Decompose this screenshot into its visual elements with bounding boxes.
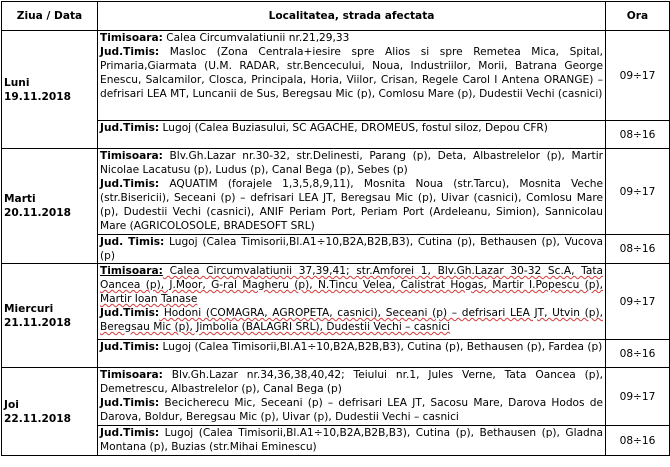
affected-streets-text: Lugoj (Calea Buziasului, SC AGACHE, DROMEUS, fostul siloz, Depou CFR): [159, 122, 548, 134]
affected-locations-cell: [98, 31, 606, 121]
time-interval: 08÷16: [606, 235, 670, 264]
day-name: Marti: [4, 193, 36, 205]
schedule-row: [2, 264, 670, 340]
time-interval: 09÷17: [606, 368, 670, 426]
zone-label: Timisoara:: [100, 32, 163, 44]
zone-label: Jud.Timis:: [100, 122, 160, 134]
affected-locations-cell: [98, 368, 606, 426]
affected-locations-cell: [98, 235, 606, 264]
day-date: 21.11.2018: [4, 316, 72, 329]
schedule-row: [2, 121, 670, 149]
zone-label: Timisoara:: [100, 150, 163, 162]
time-interval: 08÷16: [606, 121, 670, 149]
location-entry: [100, 121, 603, 135]
day-date: 22.11.2018: [4, 412, 72, 425]
outage-schedule-table: [1, 1, 670, 456]
day-cell: [2, 368, 98, 456]
zone-label: Jud.Timis:: [100, 307, 160, 319]
location-entry: [100, 396, 603, 424]
location-entry: [100, 340, 603, 354]
affected-streets-text: Blv.Gh.Lazar nr.34,36,38,40,42; Teiului nr.1, Jules Verne, Tata Oancea (p), Demetrescu, Albastrelelor (p), Canal Bega (p): [100, 369, 603, 395]
affected-streets-text: Blv.Gh.Lazar nr.30-32, str.Delinesti, Parang (p), Deta, Albastrelelor (p), Martir Nicolae Lacatusu (p), Ludus (p), Canal Bega (p), Sebes (p): [100, 150, 603, 176]
affected-streets-text: Becicherecu Mic, Seceani (p) – defrisari LEA JT, Sacosu Mare, Darova Hodos de Darova, Boldur, Beregsau Mic (p), Uivar (p), Dudestii Vechi – casnici: [100, 397, 603, 423]
affected-streets-text: Lugoj (Calea Timisorii,Bl.A1÷10,B2A,B2B,B3), Cutina (p), Bethausen (p), Gladna Montana (p), Buzias (str.Mihai Eminescu): [100, 427, 603, 453]
location-entry: [100, 264, 603, 306]
affected-locations-cell: [98, 149, 606, 235]
zone-label: Jud.Timis:: [100, 341, 160, 353]
time-interval: 09÷17: [606, 149, 670, 235]
zone-label: Jud.Timis:: [100, 178, 160, 190]
outage-schedule-document: [1, 1, 669, 465]
schedule-row: [2, 368, 670, 426]
affected-locations-cell: [98, 264, 606, 340]
zone-label: Timisoara:: [100, 265, 163, 277]
affected-streets-text: Masloc (Zona Centrala+iesire spre Alios si spre Remetea Mica, Spital, Primaria,Giarmata (U.M. RADAR, str.Bencecului, Noua, Industriilor, Morii, Batrana George Enescu, Salcamilor, Closca, Principala, Horia, Viilor, Crisan, Regele Carol I Antena ORANGE) – defrisari LEA MT, Luncanii de Sus, Beregsau Mic (p), Comlosu Mare (p), Dudestii Vechi (casnici): [100, 46, 603, 100]
zone-label: Jud. Timis:: [100, 236, 165, 248]
affected-streets-text: Lugoj (Calea Timisorii,Bl.A1÷10,B2A,B2B,B3), Cutina (p), Bethausen (p), Fardea (p): [159, 341, 603, 353]
time-interval: 09÷17: [606, 31, 670, 121]
schedule-row: [2, 149, 670, 235]
affected-streets-text: AQUATIM (forajele 1,3,5,8,9,11), Mosnita Noua (str.Tarcu), Mosnita Veche (str.Bisericii), Seceani (p) – defrisari LEA JT, Beregsau Mic (p), Uivar (casnici), Comlosu Mare (p), Dudestii Vechi (casnici), ANIF Periam Port, Periam Port (Ardeleanu, Simion), Sannicolau Mare (AGRICOLOSOLE, BRADESOFT SRL): [100, 178, 603, 232]
day-name: Miercuri: [4, 302, 54, 315]
location-entry: [100, 368, 603, 396]
day-cell: [2, 149, 98, 264]
location-entry: [100, 426, 603, 454]
affected-locations-cell: [98, 426, 606, 456]
header-date: Ziua / Data: [2, 2, 98, 31]
day-date: 20.11.2018: [4, 207, 72, 219]
schedule-row: [2, 235, 670, 264]
location-entry: [100, 149, 603, 177]
affected-streets-text: Calea Circumvalatiunii nr.21,29,33: [162, 32, 350, 44]
header-row: [2, 2, 670, 31]
affected-locations-cell: [98, 340, 606, 368]
location-entry: [100, 177, 603, 233]
time-interval: 08÷16: [606, 340, 670, 368]
affected-locations-cell: [98, 121, 606, 149]
zone-label: Jud.Timis:: [100, 427, 160, 439]
location-entry: [100, 31, 603, 45]
time-interval: 08÷16: [606, 426, 670, 456]
schedule-row: [2, 426, 670, 456]
day-date: 19.11.2018: [4, 90, 72, 103]
schedule-row: [2, 31, 670, 121]
location-entry: [100, 45, 603, 101]
affected-streets-text: Calea Circumvalatiunii 37,39,41; str.Amforei 1, Blv.Gh.Lazar 30-32 Sc.A, Tata Oancea (p), J.Moor, G-ral Magheru (p), N.Tincu Velea, Calistrat Hogas, Martir I.Popescu (p), Martir Ioan Tanase: [100, 265, 603, 305]
location-entry: [100, 235, 603, 263]
affected-streets-text: Hodoni (COMAGRA, AGROPETA, casnici), Seceani (p) – defrisari LEA JT, Utvin (p), Beregsau Mic (p), Jimbolia (BALAGRI SRL), Dudestii Vechi – casnici: [100, 307, 603, 333]
location-entry: [100, 306, 603, 334]
schedule-row: [2, 340, 670, 368]
zone-label: Timisoara:: [100, 369, 163, 381]
affected-streets-text: Lugoj (Calea Timisorii,Bl.A1÷10,B2A,B2B,B3), Cutina (p), Bethausen (p), Vucova (p): [100, 236, 603, 262]
day-name: Joi: [4, 398, 19, 411]
day-cell: [2, 31, 98, 149]
header-location: Localitatea, strada afectata: [98, 2, 606, 31]
zone-label: Jud.Timis:: [100, 46, 160, 58]
time-interval: 09÷17: [606, 264, 670, 340]
header-time: Ora: [606, 2, 670, 31]
day-name: Luni: [4, 76, 30, 89]
zone-label: Jud.Timis:: [100, 397, 160, 409]
schedule-body: [2, 31, 670, 456]
day-cell: [2, 264, 98, 368]
